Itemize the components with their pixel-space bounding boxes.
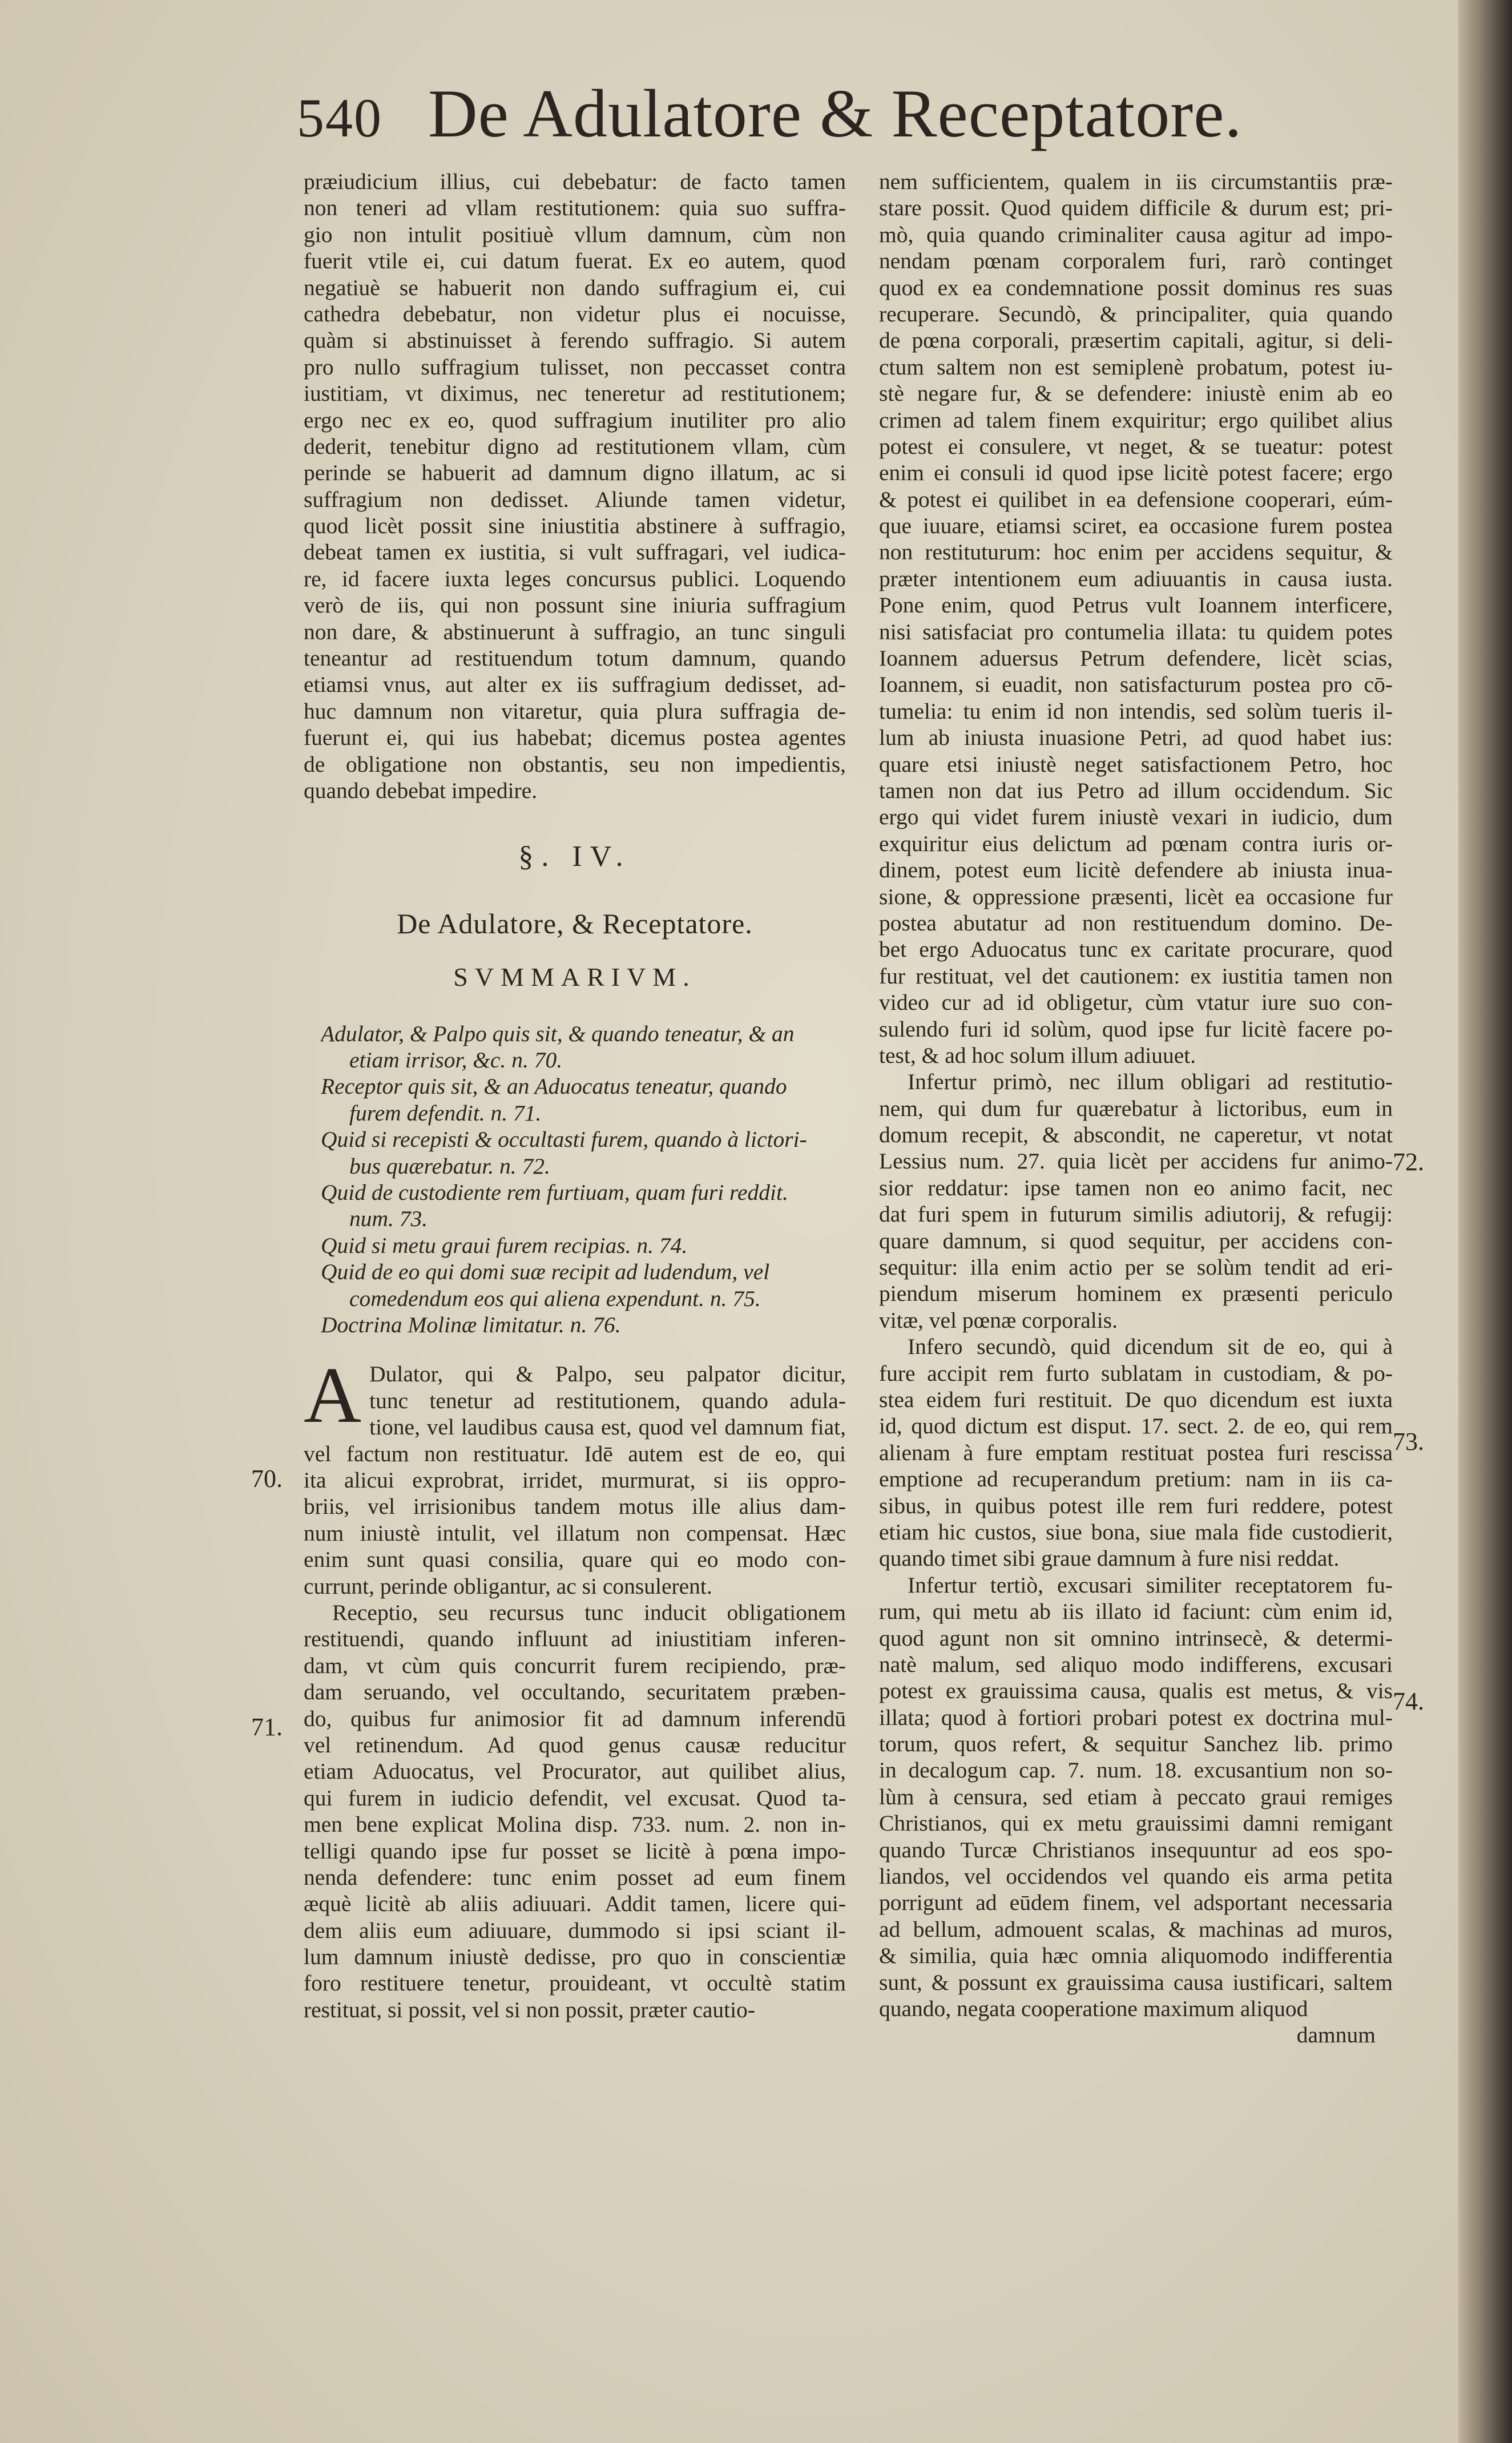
text-line: non dare, & abstinuerunt à suffragio, an tunc singuli: [304, 619, 846, 644]
text-line: stè negare fur, & se defendere: iniustè enim ab eo: [879, 381, 1393, 406]
text-line: quando Turcæ Christianos insequuntur ad eos spo-: [879, 1837, 1393, 1863]
text-line: vitæ, vel pœnæ corporalis.: [879, 1307, 1118, 1333]
summary-item: [321, 1259, 846, 1312]
text-line: & similia, quia hæc omnia aliquomodo indifferentia: [879, 1943, 1393, 1969]
text-line: nem sufficientem, qualem in iis circumstantiis præ-: [879, 169, 1393, 194]
paragraph-72: [879, 1069, 1393, 1333]
text-line: num iniustè intulit, vel illatum non compensat. Hæc: [304, 1520, 846, 1546]
text-line: quod ex ea condemnatione possit dominus res suas: [879, 275, 1393, 300]
drop-cap: A: [304, 1351, 362, 1440]
text-line: nem, qui dum fur quærebatur à lictoribus, eum in: [879, 1095, 1393, 1121]
text-line: suffragium non dedisset. Aliunde tamen videtur,: [304, 486, 846, 512]
text-line: tumelia: tu enim id non intendis, sed solùm tueris il-: [879, 698, 1393, 724]
text-line: domum recepit, & abscondit, ne caperetur, vt notat: [879, 1122, 1393, 1148]
text-line: illata; quod à fortiori probari potest ex doctrina mul-: [879, 1704, 1393, 1730]
text-line: recuperare. Secundò, & principaliter, quia quando: [879, 301, 1393, 326]
summary-line: etiam irrisor, &c. n. 70.: [349, 1047, 563, 1073]
text-line: sione, & oppressione præsenti, licèt ea occasione fur: [879, 884, 1393, 909]
text-line: enim sunt quasi consilia, quare qui eo modo con-: [304, 1547, 846, 1573]
summary-item: [321, 1021, 846, 1074]
text-line: tione, vel laudibus causa est, quod vel damnum fiat,: [369, 1414, 846, 1440]
catchword: damnum: [1296, 2022, 1376, 2048]
text-line: lum damnum iniustè dedisse, pro quo in conscientiæ: [304, 1944, 846, 1970]
text-line: restituat, si possit, vel si non possit, præter cautio-: [304, 1997, 756, 2022]
text-line: crimen ad talem finem exquiritur; ergo quilibet alius: [879, 407, 1393, 433]
text-line: natè malum, sed aliquo modo indifferens, excusari: [879, 1651, 1393, 1677]
text-line: alienam à fure emptam restituat postea furi rescissa: [879, 1440, 1393, 1465]
text-line: emptione ad recuperandum pretium: nam in iis ca-: [879, 1466, 1393, 1492]
text-line: gio non intulit positiuè vllum damnum, cùm non: [304, 221, 846, 247]
text-line: Infero secundò, quid dicendum sit de eo, qui à: [908, 1334, 1393, 1360]
paragraph-71: [304, 1599, 846, 2023]
text-line: currunt, perinde obligantur, ac si consulerent.: [304, 1573, 712, 1599]
summary-list: [304, 1021, 846, 1339]
text-line: ergo nec ex eo, quod suffragium inutiliter pro alio: [304, 407, 846, 433]
text-line: dederit, tenebitur digno ad restitutionem vllam, cùm: [304, 433, 846, 459]
text-line: fuerit vtile ei, cui datum fuerat. Ex eo autem, quod: [304, 248, 846, 274]
summary-line: Quid si metu graui furem recipias. n. 74.: [321, 1232, 688, 1258]
right-paragraph-continued: [879, 168, 1393, 1069]
margin-number-70: 70.: [251, 1465, 283, 1493]
text-line: liandos, vel occidendos vel quando eis arma petita: [879, 1864, 1393, 1889]
text-line: fur restituat, vel det cautionem: ex iustitia tamen non: [879, 963, 1393, 989]
section-title: De Adulatore, & Receptatore.: [397, 907, 753, 940]
text-line: quare damnum, si quod sequitur, per accidens con-: [879, 1228, 1393, 1253]
text-line: dam, vt cùm quis concurrit furem recipiendo, præ-: [304, 1652, 846, 1678]
text-line: quod licèt possit sine iniustitia abstinere à suffragio,: [304, 513, 846, 539]
binding-gutter: [1458, 0, 1512, 2443]
text-line: sior reddatur: ipse tamen non eo animo facit, nec: [879, 1175, 1393, 1200]
text-line: Ioannem, si euadit, non satisfacturum postea pro cō-: [879, 672, 1393, 698]
text-line: Infertur tertiò, excusari similiter receptatorem fu-: [908, 1572, 1393, 1598]
paragraph-73: [879, 1333, 1393, 1572]
text-line: Christianos, qui ex metu grauissimi damni remigant: [879, 1811, 1393, 1836]
summary-line: Quid si recepisti & occultasti furem, quando à lictori-: [321, 1127, 807, 1152]
text-line: Infertur primò, nec illum obligari ad restitutio-: [908, 1069, 1393, 1095]
text-line: rum, qui metu ab iis illato id faciunt: cùm enim id,: [879, 1599, 1393, 1624]
text-line: torum, quos refert, & sequitur Sanchez lib. primo: [879, 1731, 1393, 1757]
text-line: qui furem in iudicio defendit, vel excusat. Quod ta-: [304, 1785, 846, 1811]
running-title: De Adulatore & Receptatore.: [428, 75, 1243, 151]
text-line: stea eidem furi restituit. De quo dicendum est iuxta: [879, 1387, 1393, 1412]
text-line: nisi satisfaciat pro contumelia illata: tu quidem potes: [879, 619, 1393, 644]
margin-number-71: 71.: [251, 1713, 283, 1741]
summary-item: [321, 1179, 846, 1232]
text-line: perinde se habuerit ad damnum digno illatum, ac si: [304, 460, 846, 486]
text-line: Lessius num. 27. quia licèt per accidens fur animo-: [879, 1148, 1393, 1174]
text-line: non restituturum: hoc enim per accidens sequitur, &: [879, 539, 1393, 565]
text-line: dinem, potest eum licitè defendere ab iniusta inua-: [879, 857, 1393, 883]
text-line: quando, negata cooperatione maximum aliquod: [879, 1996, 1308, 2021]
summary-line: bus quærebatur. n. 72.: [349, 1153, 550, 1179]
text-line: men bene explicat Molina disp. 733. num. 2. non in-: [304, 1812, 846, 1837]
text-line: Pone enim, quod Petrus vult Ioannem interficere,: [879, 592, 1393, 618]
paragraph-74: [879, 1572, 1393, 2022]
text-line: tamen non dat ius Petro ad illum occidendum. Sic: [879, 777, 1393, 803]
text-line: restituendi, quando influunt ad iniustitiam inferen-: [304, 1626, 846, 1652]
text-line: debeat tamen ex iustitia, si vult suffragari, vel iudica-: [304, 539, 846, 565]
text-line: in decalogum cap. 7. num. 18. excusantium non so-: [879, 1757, 1393, 1783]
text-line: cathedra debebatur, non videtur plus ei nocuisse,: [304, 301, 846, 326]
margin-number-72: 72.: [1393, 1148, 1424, 1176]
text-line: dam seruando, vel occultando, securitatem præben-: [304, 1679, 846, 1705]
summary-line: furem defendit. n. 71.: [349, 1100, 542, 1126]
summary-title: SVMMARIVM.: [453, 962, 696, 992]
text-line: etiamsi vnus, aut alter ex iis suffragium dedisset, ad-: [304, 672, 846, 698]
text-line: præter intentionem eum adiuuantis in causa iusta.: [879, 566, 1393, 591]
right-column: [879, 168, 1393, 2049]
text-line: Ioannem aduersus Petrum defendere, licèt scias,: [879, 646, 1393, 671]
text-line: ctum saltem non est semiplenè probatum, potest iu-: [879, 354, 1393, 380]
text-line: fure accipit rem furto sublatam in custodiam, & po-: [879, 1360, 1393, 1386]
margin-number-73: 73.: [1393, 1428, 1424, 1456]
text-line: enim ei consuli id quod ipse licitè potest facere; ergo: [879, 460, 1393, 486]
text-line: porrigunt ad eūdem finem, vel adsportant necessaria: [879, 1890, 1393, 1916]
text-line: mò, quia quando criminaliter causa agitur ad impo-: [879, 221, 1393, 247]
text-line: huc damnum non vitaretur, quia plura suffragia de-: [304, 698, 846, 724]
summary-line: Doctrina Molinæ limitatur. n. 76.: [321, 1312, 621, 1338]
text-line: bet ergo Aduocatus tunc ex caritate procurare, quod: [879, 937, 1393, 962]
text-line: verò de iis, qui non possunt sine iniuria suffragium: [304, 592, 846, 618]
margin-number-74: 74.: [1393, 1687, 1424, 1715]
text-line: etiam hic custos, siue bona, siue mala fide custodierit,: [879, 1519, 1393, 1545]
text-line: vel factum non restituatur. Idē autem est de eo, qui: [304, 1441, 846, 1466]
left-top-paragraph: [304, 168, 846, 804]
text-line: tunc tenetur ad restitutionem, quando adula-: [369, 1388, 846, 1413]
running-head: [297, 74, 1324, 171]
text-line: lùm à censura, sed etiam à peccato graui remiges: [879, 1784, 1393, 1809]
text-line: nendam pœnam corporalem furi, rarò continget: [879, 248, 1393, 274]
text-line: de obligatione non obstantis, seu non impedientis,: [304, 751, 846, 777]
text-line: & potest ei quilibet in ea defensione cooperari, eúm-: [879, 486, 1393, 512]
text-line: exquiritur eius delictum ad pœnam contra iuris or-: [879, 831, 1393, 856]
text-line: nenda defendere: tunc enim posset ad eum finem: [304, 1864, 846, 1890]
summary-item: [321, 1232, 846, 1259]
text-line: ergo qui videt furem iniustè vexari in iudicio, dum: [879, 804, 1393, 830]
text-line: id, quod dictum est disput. 17. sect. 2. de eo, qui rem: [879, 1413, 1393, 1439]
section-mark: §. IV.: [518, 840, 631, 873]
text-line: potest ex grauissima causa, qualis est metus, & vis: [879, 1678, 1393, 1704]
summary-line: Quid de eo qui domi suæ recipit ad ludendum, vel: [321, 1259, 770, 1285]
text-line: de pœna corporali, præsertim capitali, agitur, si deli-: [879, 328, 1393, 353]
text-line: iustitiam, vt diximus, nec teneretur ad restitutionem;: [304, 381, 846, 406]
text-line: Receptio, seu recursus tunc inducit obligationem: [332, 1600, 846, 1626]
text-line: pro nullo suffragium tulisset, non peccasset contra: [304, 354, 846, 380]
text-line: ad bellum, admouent scalas, & machinas ad muros,: [879, 1916, 1393, 1942]
text-line: negatiuè se habuerit non dando suffragium ei, cui: [304, 275, 846, 300]
text-line: quàm si abstinuisset à ferendo suffragio. Si autem: [304, 328, 846, 353]
summary-line: Quid de custodiente rem furtiuam, quam furi reddit.: [321, 1180, 788, 1206]
text-line: fuerunt ei, qui ius habebat; dicemus postea agentes: [304, 725, 846, 751]
summary-line: Adulator, & Palpo quis sit, & quando teneatur, & an: [321, 1021, 795, 1046]
text-line: quando debebat impedire.: [304, 777, 538, 803]
text-line: dat furi spem in futurum similis adiutorij, & refugij:: [879, 1202, 1393, 1227]
paragraph-70: [304, 1351, 846, 1599]
text-line: Dulator, qui & Palpo, seu palpator dicitur,: [369, 1361, 846, 1387]
text-line: re, id facere iuxta leges concursus publici. Loquendo: [304, 566, 846, 591]
text-line: quare etsi iniustè neget satisfactionem Petro, hoc: [879, 751, 1393, 777]
text-line: dem aliis eum adiuuare, dummodo si ipsi sciant il-: [304, 1917, 846, 1943]
summary-item: [321, 1073, 846, 1126]
text-line: postea abutatur ad non restituendum domino. De-: [879, 910, 1393, 936]
text-line: quod agunt non sit omnino intrinsecè, & determi-: [879, 1625, 1393, 1651]
summary-line: Receptor quis sit, & an Aduocatus teneatur, quando: [321, 1074, 787, 1099]
text-line: test, & ad hoc solum illum adiuuet.: [879, 1042, 1196, 1068]
text-line: stare possit. Quod quidem difficile & durum est; pri-: [879, 195, 1393, 221]
text-line: æquè licitè ab aliis adiuuari. Addit tamen, licere qui-: [304, 1891, 846, 1917]
text-line: vel retinendum. Ad quod genus causæ reducitur: [304, 1732, 846, 1757]
text-line: video cur ad id obligetur, cùm vtatur iure suo con-: [879, 990, 1393, 1015]
summary-line: num. 73.: [349, 1206, 428, 1232]
text-line: sunt, & possunt ex grauissima causa iustificari, saltem: [879, 1969, 1393, 1995]
page-number: 540: [297, 87, 382, 148]
text-line: præiudicium illius, cui debebatur: de facto tamen: [304, 169, 846, 194]
summary-line: comedendum eos qui aliena expendunt. n. 75.: [349, 1285, 761, 1311]
text-line: que iuuare, etiamsi sciret, ea occasione furem postea: [879, 513, 1393, 539]
text-line: foro restituere tenetur, prouideant, vt occultè statim: [304, 1970, 846, 1996]
left-column: [304, 168, 846, 2023]
text-line: piendum miserum hominem ex præsenti periculo: [879, 1281, 1393, 1307]
text-line: quando timet sibi graue damnum à fure nisi reddat.: [879, 1546, 1340, 1571]
text-line: sibus, in quibus potest ille rem furi reddere, potest: [879, 1493, 1393, 1518]
text-line: ita alicui exprobrat, irridet, murmurat, si iis oppro-: [304, 1468, 846, 1493]
summary-item: [321, 1126, 846, 1179]
summary-item: [321, 1312, 846, 1338]
text-line: do, quibus fur animosior fit ad damnum inferendū: [304, 1706, 846, 1731]
text-line: briis, vel irrisionibus tandem motus ille alius dam-: [304, 1494, 846, 1519]
text-line: teneantur ad restituendum totum damnum, quando: [304, 646, 846, 671]
text-line: potest ei consulere, vt neget, & se tueatur: potest: [879, 433, 1393, 459]
text-line: sequitur: illa enim actio per se solùm tendit ad eri-: [879, 1255, 1393, 1280]
text-line: etiam Aduocatus, vel Procurator, aut quilibet alius,: [304, 1759, 846, 1784]
text-line: non teneri ad vllam restitutionem: quia suo suffra-: [304, 195, 846, 221]
text-line: lum ab iniusta inuasione Petri, ad quod habet ius:: [879, 725, 1393, 751]
text-line: sulendo furi id solùm, quod ipse fur licitè facere po-: [879, 1016, 1393, 1042]
text-line: telligi quando ipse fur posset se licitè à pœna impo-: [304, 1838, 846, 1864]
